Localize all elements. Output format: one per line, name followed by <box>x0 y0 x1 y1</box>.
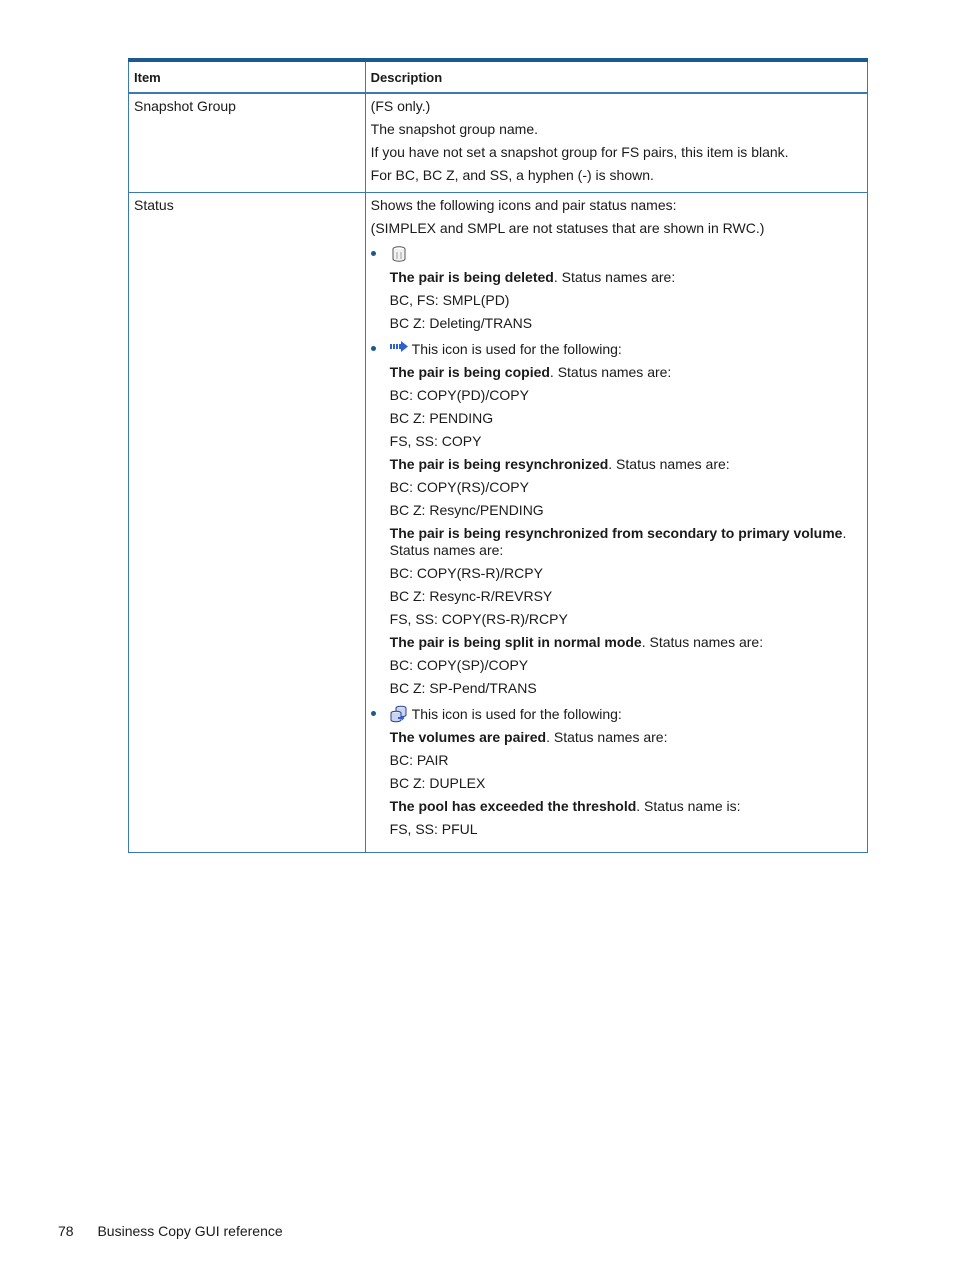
paragraph: (FS only.) <box>370 98 431 114</box>
delete-cylinder-icon <box>390 245 408 263</box>
cell-description-status <box>365 193 867 853</box>
page-footer <box>58 1223 283 1239</box>
copy-arrow-icon <box>390 340 408 358</box>
icon-line <box>390 340 862 358</box>
status-group <box>390 525 862 559</box>
status-name: FS, SS: COPY(RS-R)/RCPY <box>389 611 568 627</box>
paragraph: For BC, BC Z, and SS, a hyphen (-) is shown. <box>370 167 654 183</box>
footer-section-title: Business Copy GUI reference <box>97 1223 283 1239</box>
status-name: BC Z: DUPLEX <box>389 775 486 791</box>
status-heading-rest: . Status names are: <box>641 634 764 650</box>
status-name: BC: COPY(RS-R)/RCPY <box>389 565 543 581</box>
status-group <box>390 634 862 651</box>
status-heading: The pair is being resynchronized <box>389 456 609 472</box>
paired-volumes-icon <box>390 705 408 723</box>
status-heading: The pair is being copied <box>389 364 550 380</box>
table-header-row <box>129 60 868 93</box>
status-group <box>390 269 862 286</box>
status-group <box>390 798 862 815</box>
status-name: FS, SS: COPY <box>389 433 482 449</box>
icon-line <box>390 245 862 263</box>
bullet-dot <box>371 711 376 716</box>
status-name: BC: COPY(PD)/COPY <box>389 387 529 403</box>
cell-item-snapshot-group: Snapshot Group <box>129 93 366 193</box>
cell-item-status: Status <box>129 193 366 853</box>
status-name: BC: PAIR <box>389 752 449 768</box>
icon-line <box>390 705 862 723</box>
status-heading-rest: . Status names are: <box>546 729 668 745</box>
header-item: Item <box>129 60 366 93</box>
status-heading-rest: . Status names are: <box>389 525 847 558</box>
status-group <box>390 729 862 746</box>
status-heading-rest: . Status names are: <box>553 269 676 285</box>
status-group <box>390 364 862 381</box>
cell-description-snapshot-group <box>365 93 867 193</box>
paragraph: (SIMPLEX and SMPL are not statuses that are shown in RWC.) <box>370 220 765 236</box>
status-heading-rest: . Status names are: <box>608 456 730 472</box>
paragraph: If you have not set a snapshot group for FS pairs, this item is blank. <box>370 144 789 160</box>
paragraph: The snapshot group name. <box>370 121 539 137</box>
status-name: BC Z: PENDING <box>389 410 494 426</box>
status-name: BC Z: Resync/PENDING <box>389 502 544 518</box>
table-row <box>129 193 868 853</box>
reference-table <box>128 58 868 853</box>
status-heading: The pool has exceeded the threshold <box>389 798 637 814</box>
table-row <box>129 93 868 193</box>
status-bullet-copy <box>371 340 862 697</box>
status-name: BC: COPY(RS)/COPY <box>389 479 529 495</box>
bullet-dot <box>371 346 376 351</box>
status-name: BC, FS: SMPL(PD) <box>389 292 510 308</box>
icon-caption: This icon is used for the following: <box>411 706 622 722</box>
status-heading-rest: . Status names are: <box>549 364 672 380</box>
status-heading: The pair is being split in normal mode <box>389 634 642 650</box>
status-heading: The pair is being deleted <box>389 269 554 285</box>
status-heading-rest: . Status name is: <box>636 798 741 814</box>
status-heading: The pair is being resynchronized from secondary to primary volume <box>389 525 843 541</box>
status-name: BC Z: Resync-R/REVRSY <box>389 588 553 604</box>
status-name: FS, SS: PFUL <box>389 821 478 837</box>
bullet-dot <box>371 251 376 256</box>
status-bullet-paired <box>371 705 862 838</box>
status-bullet-deleted <box>371 245 862 332</box>
status-name: BC: COPY(SP)/COPY <box>389 657 529 673</box>
status-group <box>390 456 862 473</box>
header-description: Description <box>365 60 867 93</box>
page-number: 78 <box>58 1223 74 1239</box>
status-heading: The volumes are paired <box>389 729 547 745</box>
icon-caption: This icon is used for the following: <box>411 341 622 357</box>
status-name: BC Z: SP-Pend/TRANS <box>389 680 537 696</box>
paragraph: Shows the following icons and pair status names: <box>370 197 677 213</box>
status-name: BC Z: Deleting/TRANS <box>389 315 533 331</box>
